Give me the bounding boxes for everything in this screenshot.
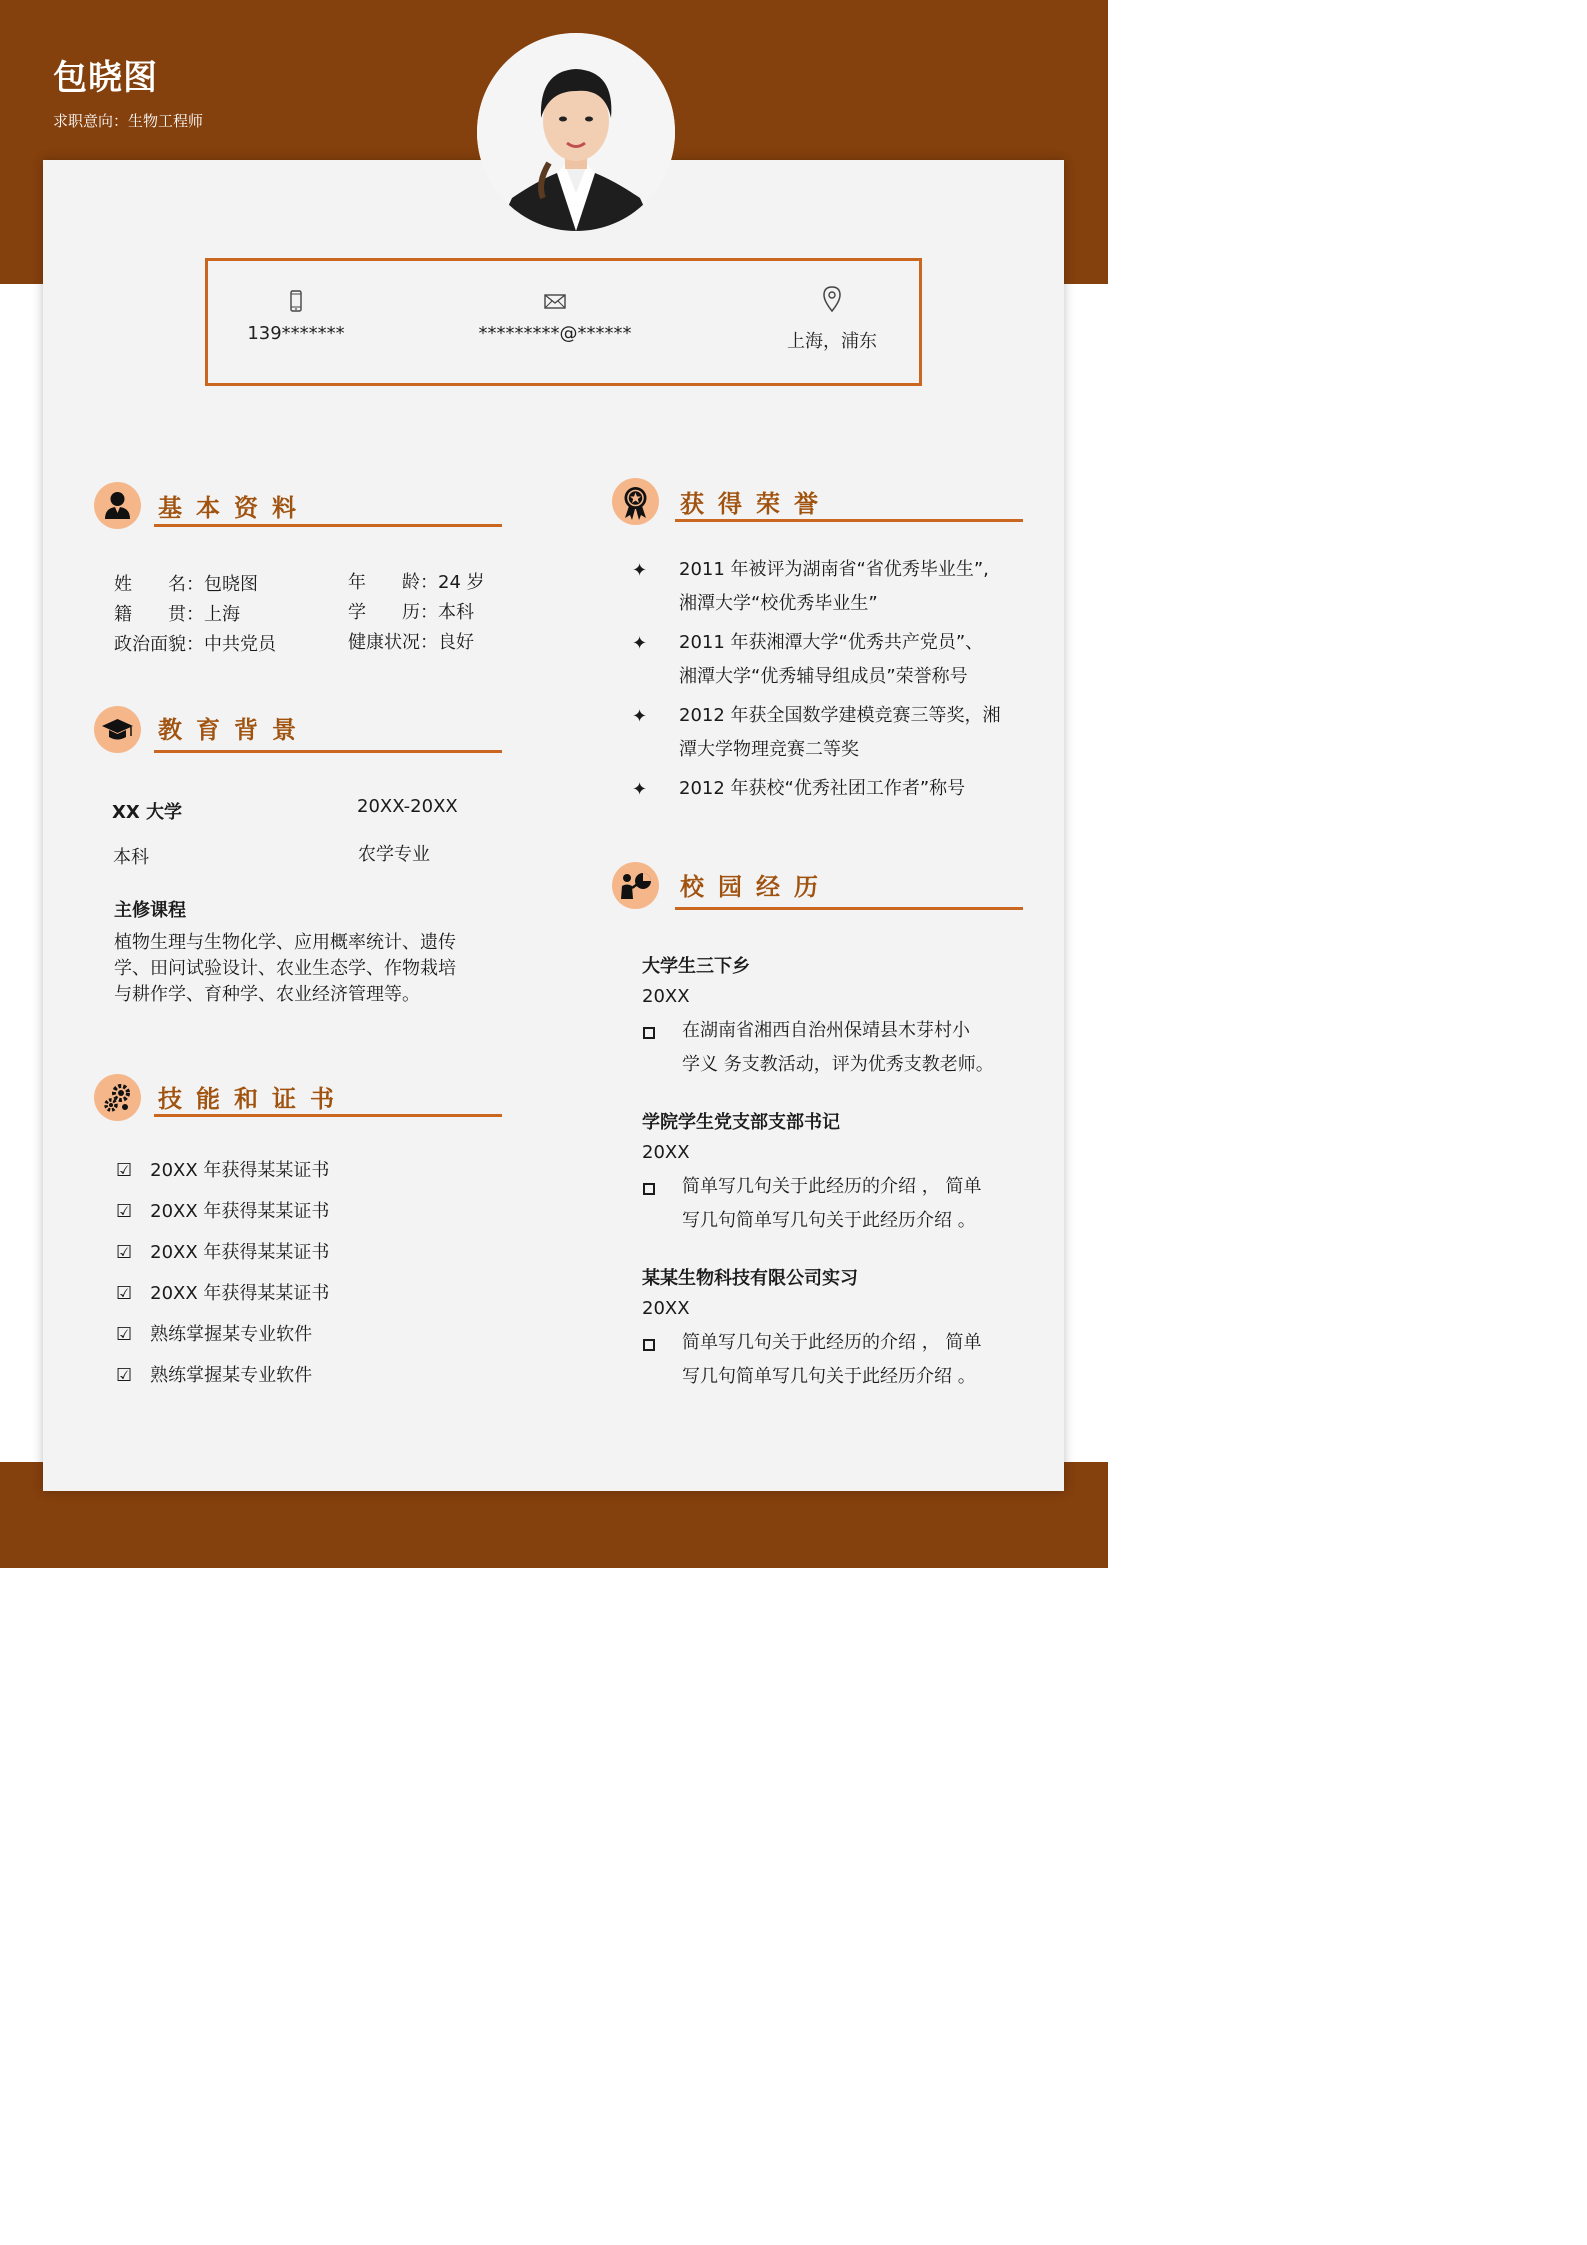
field-label: 政治面貌： bbox=[114, 634, 204, 655]
basic-row bbox=[114, 630, 276, 656]
section-divider bbox=[154, 524, 502, 527]
checkbox-checked-icon: ☑ bbox=[116, 1283, 133, 1304]
desc-line: 简单写几句关于此经历的介绍 ， 简单 bbox=[682, 1332, 982, 1353]
sparkle-bullet-icon: ✦ bbox=[632, 779, 648, 800]
campus-item-date: 20XX bbox=[642, 1298, 690, 1319]
desc-line: 写几句简单写几句关于此经历介绍 。 bbox=[682, 1210, 976, 1231]
skill-item bbox=[116, 1320, 312, 1346]
contact-email bbox=[445, 261, 665, 344]
skill-item bbox=[116, 1156, 329, 1182]
field-value: 包晓图 bbox=[204, 574, 258, 595]
honor-line: 2011 年获湘潭大学“优秀共产党员”、 bbox=[679, 632, 984, 653]
campus-item-date: 20XX bbox=[642, 1142, 690, 1163]
campus-item-desc bbox=[682, 1326, 981, 1394]
candidate-name: 包晓图 bbox=[53, 58, 158, 98]
field-value: 中共党员 bbox=[204, 634, 276, 655]
basic-row bbox=[114, 570, 258, 596]
checkbox-checked-icon: ☑ bbox=[116, 1242, 133, 1263]
phone-icon bbox=[288, 289, 304, 313]
field-value: 上海 bbox=[204, 604, 240, 625]
courses-line: 植物生理与生物化学、应用概率统计、遗传 bbox=[114, 932, 456, 953]
desc-line: 学义 务支教活动，评为优秀支教老师。 bbox=[682, 1054, 994, 1075]
field-label: 籍 贯： bbox=[114, 604, 204, 625]
section-divider bbox=[154, 750, 502, 753]
section-title-honors: 获得荣誉 bbox=[680, 490, 832, 518]
skill-text: 20XX 年获得某某证书 bbox=[150, 1283, 330, 1304]
degree: 本科 bbox=[113, 847, 149, 868]
field-label: 姓 名： bbox=[114, 574, 204, 595]
job-intent: 求职意向：生物工程师 bbox=[53, 112, 204, 130]
campus-item-title: 大学生三下乡 bbox=[642, 956, 750, 977]
location-pin-icon bbox=[821, 285, 843, 313]
field-value: 良好 bbox=[438, 632, 474, 653]
square-bullet-icon bbox=[643, 1339, 655, 1351]
skill-item bbox=[116, 1238, 329, 1264]
campus-item-desc bbox=[682, 1170, 981, 1238]
email-text: *********@****** bbox=[478, 323, 632, 344]
sparkle-bullet-icon: ✦ bbox=[632, 560, 648, 581]
basic-row bbox=[348, 598, 474, 624]
honor-item bbox=[679, 626, 983, 694]
campus-item-date: 20XX bbox=[642, 986, 690, 1007]
gears-icon bbox=[94, 1074, 141, 1121]
section-divider bbox=[675, 907, 1023, 910]
basic-row bbox=[114, 600, 240, 626]
field-label: 健康状况： bbox=[348, 632, 438, 653]
person-icon bbox=[94, 482, 141, 529]
major: 农学专业 bbox=[358, 844, 430, 865]
campus-item-title: 某某生物科技有限公司实习 bbox=[642, 1268, 858, 1289]
education-period: 20XX-20XX bbox=[357, 796, 458, 817]
field-label: 学 历： bbox=[348, 602, 438, 623]
courses-label: 主修课程 bbox=[114, 900, 186, 921]
skill-text: 20XX 年获得某某证书 bbox=[150, 1242, 330, 1263]
contact-box bbox=[205, 258, 922, 386]
sparkle-bullet-icon: ✦ bbox=[632, 706, 648, 727]
square-bullet-icon bbox=[643, 1027, 655, 1039]
honor-line: 2012 年获全国数学建模竞赛三等奖，湘 bbox=[679, 705, 1001, 726]
campus-item-desc bbox=[682, 1014, 994, 1082]
award-medal-icon bbox=[612, 478, 659, 525]
desc-line: 写几句简单写几句关于此经历介绍 。 bbox=[682, 1366, 976, 1387]
school-name: XX 大学 bbox=[112, 802, 183, 823]
honor-line: 潭大学物理竞赛二等奖 bbox=[679, 739, 859, 760]
section-title-basic: 基本资料 bbox=[158, 494, 310, 522]
presentation-icon bbox=[612, 862, 659, 909]
skill-text: 20XX 年获得某某证书 bbox=[150, 1160, 330, 1181]
honor-line: 2011 年被评为湖南省“省优秀毕业生”, bbox=[679, 559, 989, 580]
campus-item-title: 学院学生党支部支部书记 bbox=[642, 1112, 840, 1133]
sparkle-bullet-icon: ✦ bbox=[632, 633, 648, 654]
checkbox-checked-icon: ☑ bbox=[116, 1365, 133, 1386]
location-text: 上海，浦东 bbox=[787, 331, 877, 352]
checkbox-checked-icon: ☑ bbox=[116, 1201, 133, 1222]
courses-line: 与耕作学、育种学、农业经济管理等。 bbox=[114, 984, 420, 1005]
contact-location bbox=[722, 261, 942, 353]
field-value: 24 岁 bbox=[438, 572, 485, 593]
skill-item bbox=[116, 1279, 329, 1305]
checkbox-checked-icon: ☑ bbox=[116, 1160, 133, 1181]
honor-line: 2012 年获校“优秀社团工作者”称号 bbox=[679, 778, 966, 799]
field-label: 年 龄： bbox=[348, 572, 438, 593]
field-value: 本科 bbox=[438, 602, 474, 623]
honor-line: 湘潭大学“校优秀毕业生” bbox=[679, 593, 878, 614]
honor-item bbox=[679, 553, 989, 621]
skill-item bbox=[116, 1197, 329, 1223]
honor-line: 湘潭大学“优秀辅导组成员”荣誉称号 bbox=[679, 666, 968, 687]
square-bullet-icon bbox=[643, 1183, 655, 1195]
graduation-cap-icon bbox=[94, 706, 141, 753]
skill-text: 熟练掌握某专业软件 bbox=[150, 1324, 313, 1345]
contact-phone bbox=[186, 261, 406, 344]
checkbox-checked-icon: ☑ bbox=[116, 1324, 133, 1345]
mail-icon bbox=[543, 289, 567, 313]
section-divider bbox=[154, 1114, 502, 1117]
honor-item bbox=[679, 772, 965, 806]
phone-text: 139******* bbox=[247, 323, 345, 344]
avatar-photo bbox=[477, 33, 675, 231]
desc-line: 简单写几句关于此经历的介绍 ， 简单 bbox=[682, 1176, 982, 1197]
section-title-skills: 技能和证书 bbox=[158, 1085, 348, 1113]
desc-line: 在湖南省湘西自治州保靖县木芽村小 bbox=[682, 1020, 970, 1041]
basic-row bbox=[348, 628, 474, 654]
skill-text: 20XX 年获得某某证书 bbox=[150, 1201, 330, 1222]
courses-text bbox=[114, 930, 514, 1008]
skill-item bbox=[116, 1361, 312, 1387]
skill-text: 熟练掌握某专业软件 bbox=[150, 1365, 313, 1386]
section-title-education: 教育背景 bbox=[158, 716, 310, 744]
courses-line: 学、田问试验设计、农业生态学、作物栽培 bbox=[114, 958, 456, 979]
section-divider bbox=[675, 519, 1023, 522]
honor-item bbox=[679, 699, 1001, 767]
basic-row bbox=[348, 568, 485, 594]
section-title-campus: 校园经历 bbox=[680, 873, 832, 901]
